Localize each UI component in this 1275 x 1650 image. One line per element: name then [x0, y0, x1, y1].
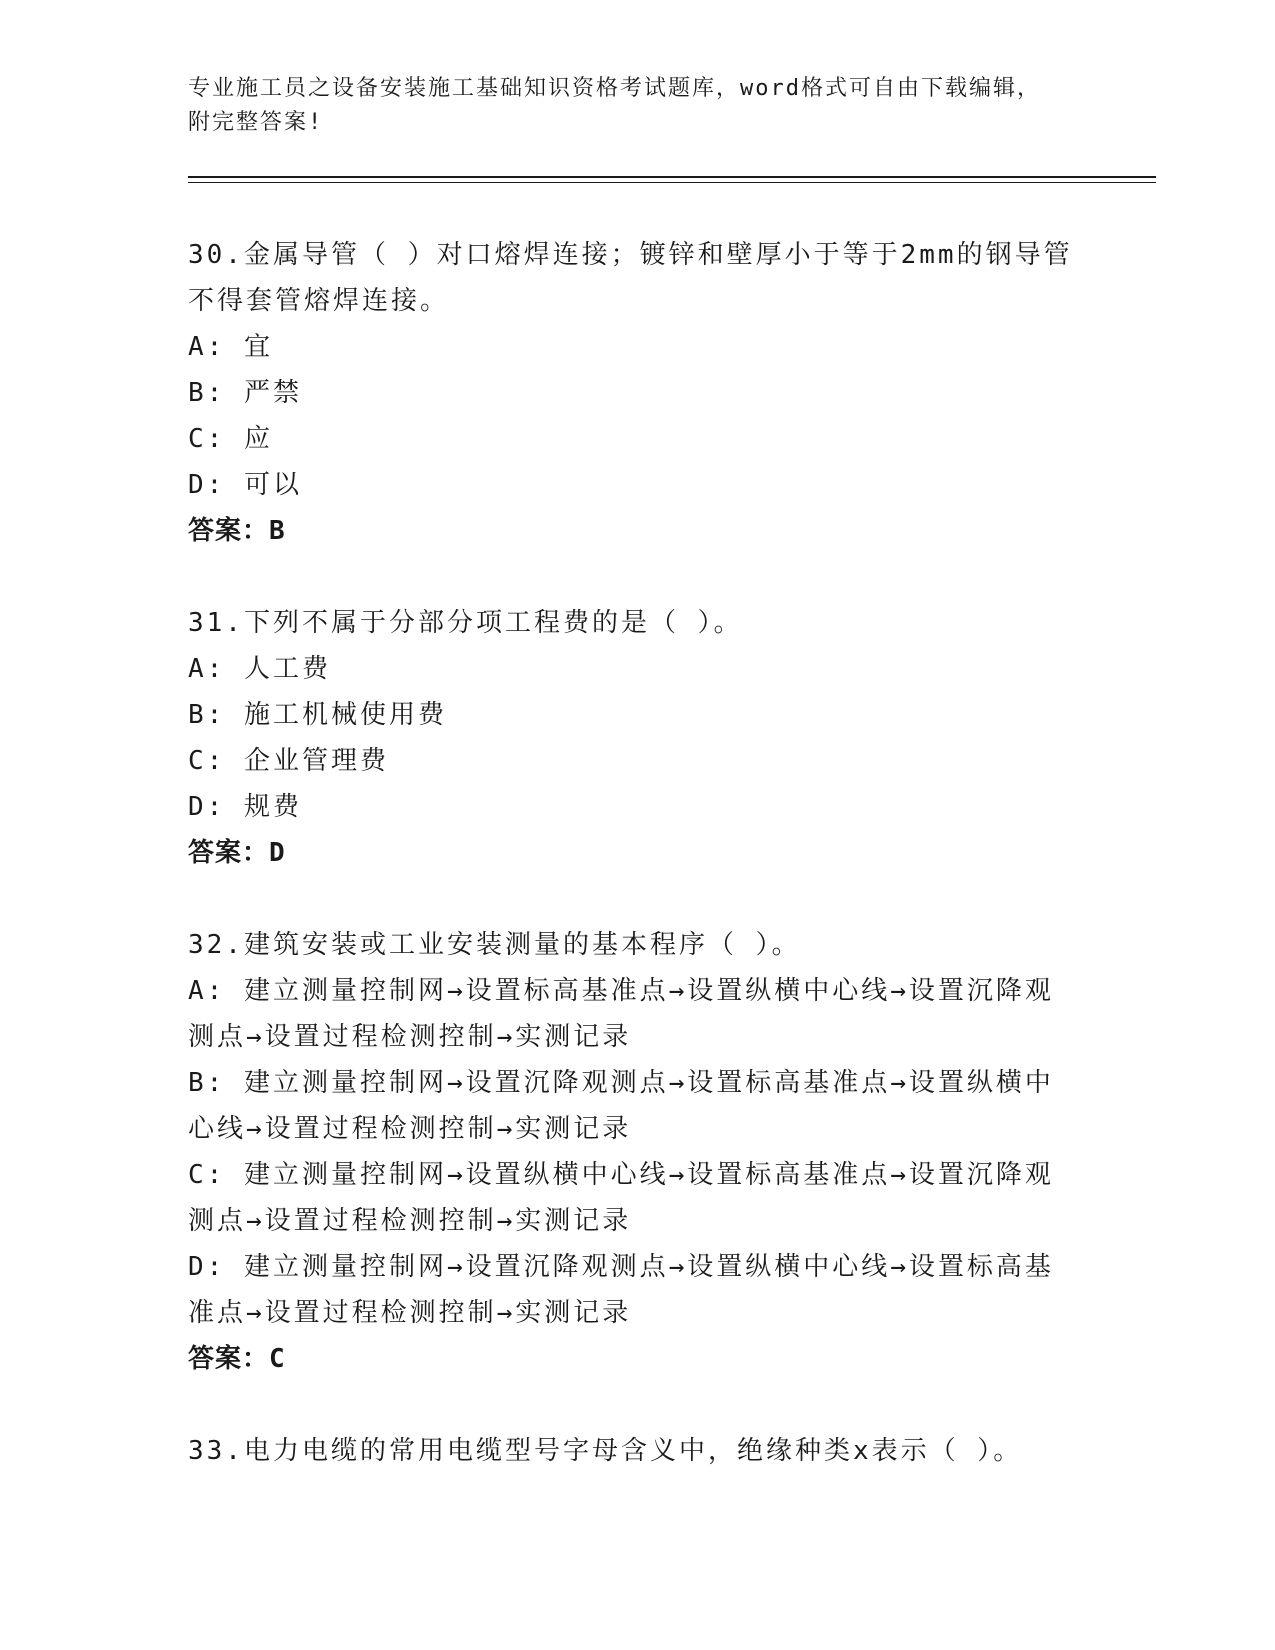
question-31 [188, 600, 1078, 876]
answer-line [188, 508, 1078, 554]
answer-label: 答案： [188, 516, 270, 546]
answer-label: 答案： [188, 838, 270, 868]
question-list [188, 232, 1078, 1520]
header-line-2: 附完整答案! [188, 110, 324, 135]
option-d: D: 可以 [188, 470, 302, 500]
answer-line [188, 1336, 1078, 1382]
option-b: B: 施工机械使用费 [188, 700, 447, 730]
header-line-1: 专业施工员之设备安装施工基础知识资格考试题库，word格式可自由下载编辑， [188, 76, 1041, 101]
option-d: D: 建立测量控制网→设置沉降观测点→设置纵横中心线→设置标高基准点→设置过程检测控制→实测记录 [188, 1252, 1054, 1328]
option-a: A: 人工费 [188, 654, 331, 684]
option-b: B: 严禁 [188, 378, 302, 408]
option-c: C: 应 [188, 424, 273, 454]
option-c: C: 建立测量控制网→设置纵横中心线→设置标高基准点→设置沉降观测点→设置过程检测控制→实测记录 [188, 1160, 1054, 1236]
option-a: A: 建立测量控制网→设置标高基准点→设置纵横中心线→设置沉降观测点→设置过程检测控制→实测记录 [188, 976, 1054, 1052]
question-stem: 31.下列不属于分部分项工程费的是（ ）。 [188, 608, 743, 638]
document-header [188, 72, 1088, 140]
header-divider-thick [188, 176, 1156, 178]
option-a: A: 宜 [188, 332, 273, 362]
question-33 [188, 1428, 1078, 1474]
answer-value: C [269, 1344, 286, 1374]
question-32 [188, 922, 1078, 1382]
question-30 [188, 232, 1078, 554]
option-d: D: 规费 [188, 792, 302, 822]
header-divider-thin [188, 182, 1156, 183]
question-stem: 33.电力电缆的常用电缆型号字母含义中，绝缘种类x表示（ ）。 [188, 1436, 1023, 1466]
answer-value: D [269, 838, 286, 868]
question-stem: 30.金属导管（ ）对口熔焊连接；镀锌和壁厚小于等于2mm的钢导管不得套管熔焊连接。 [188, 240, 1073, 316]
answer-value: B [269, 516, 286, 546]
option-c: C: 企业管理费 [188, 746, 389, 776]
answer-label: 答案： [188, 1344, 270, 1374]
question-stem: 32.建筑安装或工业安装测量的基本程序（ ）。 [188, 930, 801, 960]
answer-line [188, 830, 1078, 876]
option-b: B: 建立测量控制网→设置沉降观测点→设置标高基准点→设置纵横中心线→设置过程检测控制→实测记录 [188, 1068, 1054, 1144]
